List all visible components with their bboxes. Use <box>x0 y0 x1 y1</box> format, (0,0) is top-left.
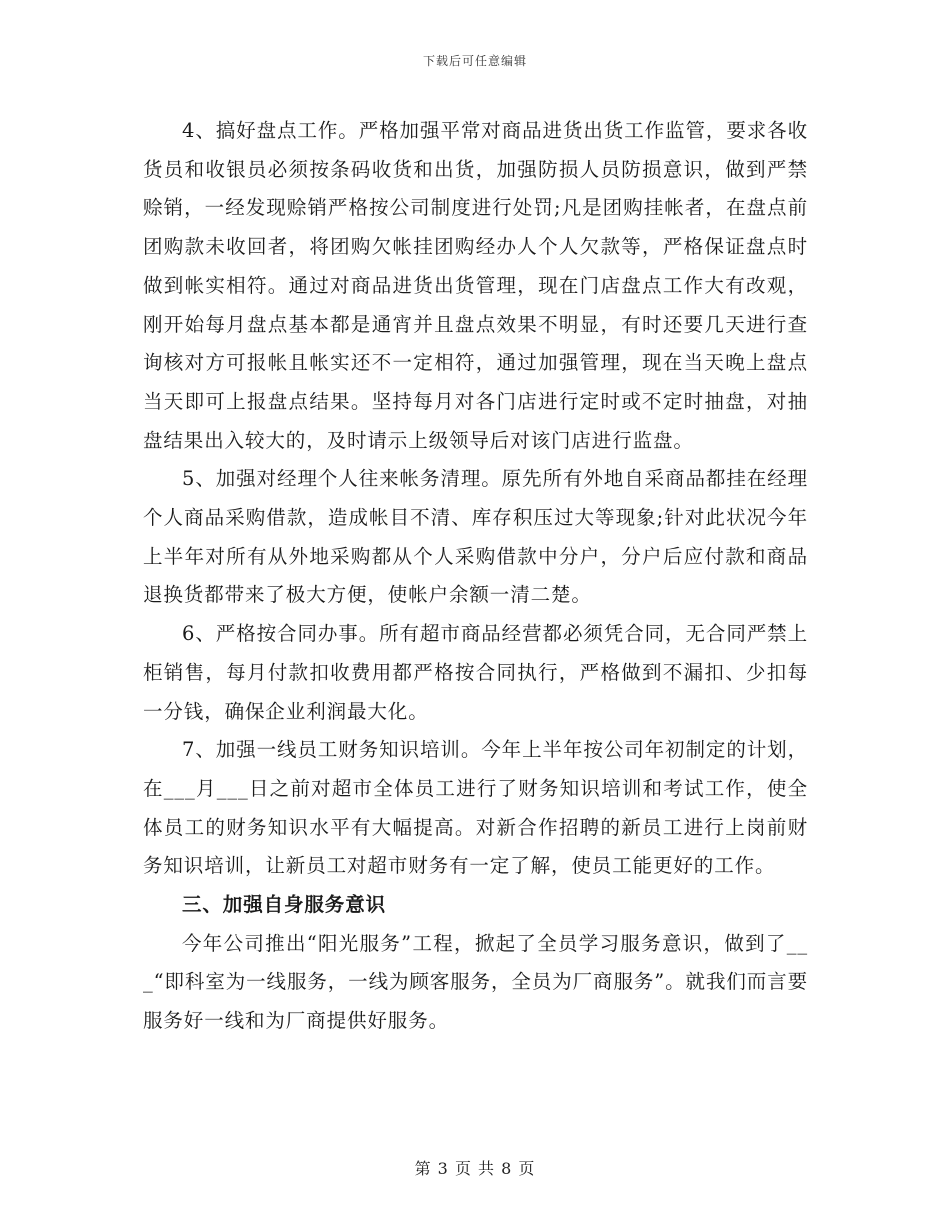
paragraph-item-7: 7、加强一线员工财务知识培训。今年上半年按公司年初制定的计划，在___月___日之前对超市全体员工进行了财务知识培训和考试工作，使全体员工的财务知识水平有大幅提高。对新合作招聘的新员工进行上岗前财务知识培训，让新员工对超市财务有一定了解，使员工能更好的工作。 <box>143 738 808 878</box>
paragraph-item-5: 5、加强对经理个人往来帐务清理。原先所有外地自采商品都挂在经理个人商品采购借款，造成帐目不清、库存积压过大等现象;针对此状况今年上半年对所有从外地采购都从个人采购借款中分户，分户后应付款和商品退换货都带来了极大方便，使帐户余额一清二楚。 <box>143 467 808 607</box>
paragraph-item-6: 6、严格按合同办事。所有超市商品经营都必须凭合同，无合同严禁上柜销售，每月付款扣收费用都严格按合同执行，严格做到不漏扣、少扣每一分钱，确保企业利润最大化。 <box>143 622 808 723</box>
page-number-footer: 第 3 页 共 8 页 <box>414 1159 536 1178</box>
paragraph-item-4: 4、搞好盘点工作。严格加强平常对商品进货出货工作监管，要求各收货员和收银员必须按条码收货和出货，加强防损人员防损意识，做到严禁赊销，一经发现赊销严格按公司制度进行处罚;凡是团购挂帐者，在盘点前团购款未收回者，将团购欠帐挂团购经办人个人欠款等，严格保证盘点时做到帐实相符。通过对商品进货出货管理，现在门店盘点工作大有改观，刚开始每月盘点基本都是通宵并且盘点效果不明显，有时还要几天进行查询核对方可报帐且帐实还不一定相符，通过加强管理，现在当天晚上盘点当天即可上报盘点结果。坚持每月对各门店进行定时或不定时抽盘，对抽盘结果出入较大的，及时请示上级领导后对该门店进行监盘。 <box>143 119 808 452</box>
page-header: 下载后可任意编辑 <box>422 54 527 68</box>
section-heading: 三、加强自身服务意识 <box>182 893 387 917</box>
closing-paragraph: 今年公司推出“阳光服务”工程，掀起了全员学习服务意识，做到了___“即科室为一线服务，一线为顾客服务，全员为厂商服务”。就我们而言要服务好一线和为厂商提供好服务。 <box>143 931 808 1033</box>
document-body <box>143 112 808 1041</box>
